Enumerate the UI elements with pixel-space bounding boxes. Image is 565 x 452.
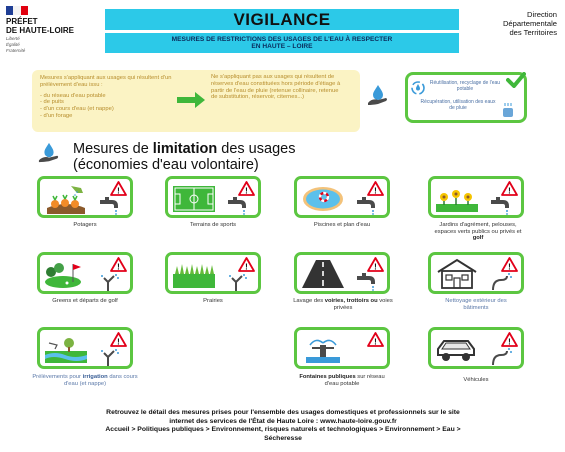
water-tap-icon [98, 196, 122, 216]
car-icon [434, 333, 480, 365]
card-label-line2: bâtiments [463, 304, 489, 311]
card-label-text: voies privées [333, 298, 393, 311]
section-title-bold: limitation [152, 141, 218, 157]
svg-text:!: ! [508, 186, 511, 196]
card-label: Greens et départs de golf [52, 298, 118, 304]
svg-text:!: ! [508, 337, 511, 347]
warning-icon [238, 181, 255, 196]
card-label-bold: voiries, trottoirs ou [324, 298, 378, 304]
card-label [432, 222, 524, 242]
flower-garden-icon [434, 182, 480, 214]
public-fountain-icon [300, 333, 346, 365]
reuse-text-recycling: Réutilisation, recyclage de l'eau potable [429, 80, 501, 92]
hose-icon [489, 272, 513, 292]
footer-path-end: Sécheresse [264, 434, 302, 442]
warning-icon [110, 181, 127, 196]
card-vehicules [428, 327, 524, 369]
meadow-icon [171, 258, 217, 290]
card-label: Piscines et plan d'eau [313, 222, 371, 228]
water-tap-icon [226, 196, 250, 216]
footer-path: Accueil > Politiques publiques > Environnement, risques naturels et technologiques > Environnement > Eau > [105, 426, 461, 433]
checkmark-icon [506, 72, 526, 88]
hose-icon [489, 347, 513, 367]
warning-icon [501, 257, 518, 272]
warning-icon [110, 257, 127, 272]
card-label-text: sur réseau d'eau potable [324, 374, 385, 387]
irrigation-icon [43, 333, 89, 365]
svg-text:!: ! [117, 262, 120, 272]
svg-text:!: ! [374, 262, 377, 272]
prefet-line2: DE HAUTE-LOIRE [6, 26, 74, 35]
footer-breadcrumb [18, 426, 548, 443]
svg-text:!: ! [117, 186, 120, 196]
water-tap-icon [355, 272, 379, 292]
green-arrow-icon [175, 90, 207, 110]
subtitle-line1: MESURES DE RESTRICTIONS DES USAGES DE L'EAU À RESPECTER [171, 35, 393, 43]
card-label: Prairies [203, 298, 223, 304]
scope-item: - de puits [40, 99, 64, 106]
card-voiries [294, 252, 390, 294]
card-irrigation [37, 327, 133, 369]
svg-text:!: ! [245, 262, 248, 272]
warning-icon [238, 257, 255, 272]
swimming-pool-icon [300, 182, 346, 214]
prefet-line1: PRÉFET [6, 17, 38, 26]
sports-field-icon [171, 182, 217, 214]
card-label-line1: Nettoyage extérieur des [445, 298, 507, 304]
section-title [73, 141, 453, 173]
card-label: Terrains de sports [189, 222, 237, 228]
card-label-bold: golf [472, 235, 484, 242]
section-title-line2: (économies d'eau volontaire) [73, 157, 259, 173]
card-label-text: Lavage des [293, 298, 325, 304]
warning-icon [110, 332, 127, 347]
card-potagers [37, 176, 133, 218]
subtitle-banner [105, 33, 459, 53]
card-jardins [428, 176, 524, 218]
sprinkler-icon [226, 272, 250, 292]
page-subtitle [172, 36, 393, 51]
ddt-block [467, 10, 557, 37]
sprinkler-icon [98, 347, 122, 367]
scope-intro: Mesures s'appliquant aux usages qui résultent d'un prélèvement d'eau issu : [40, 75, 172, 88]
warning-icon [367, 181, 384, 196]
card-label-bold: irrigation [82, 374, 108, 380]
warning-icon [501, 332, 518, 347]
page-title: VIGILANCE [233, 9, 331, 29]
card-label-text: Prélèvements pour [32, 374, 83, 380]
scope-item: - du réseau d'eau potable [40, 92, 106, 99]
card-piscines [294, 176, 390, 218]
svg-text:!: ! [374, 337, 377, 347]
card-greens [37, 252, 133, 294]
warning-icon [367, 257, 384, 272]
card-label-bold: Fontaines publiques [299, 374, 356, 380]
water-tap-icon [355, 196, 379, 216]
scope-applies [40, 75, 190, 120]
motto-liberte: Liberté [6, 36, 20, 41]
ddt-line1: Direction [527, 10, 557, 19]
svg-text:!: ! [245, 186, 248, 196]
card-label [292, 298, 394, 311]
prefecture-logo [6, 6, 76, 53]
warning-icon [367, 332, 384, 347]
water-tap-icon [489, 196, 513, 216]
card-batiments [428, 252, 524, 294]
french-flag-icon [6, 6, 28, 15]
card-fontaines [294, 327, 390, 369]
card-label [428, 298, 524, 311]
ddt-line2: Départementale [502, 19, 557, 28]
card-prairies [165, 252, 261, 294]
card-label [294, 374, 390, 387]
card-label: Potagers [73, 222, 97, 228]
svg-text:!: ! [117, 337, 120, 347]
reuse-text-rainwater: Récupération, utilisation des eaux de pluie [420, 99, 496, 111]
section-title-suffix: des usages [217, 141, 296, 157]
card-label-text: dans cours d'eau (et nappe) [63, 374, 138, 387]
footer-line1: Retrouvez le détail des mesures prises pour l'ensemble des usages domestiques et professionnels sur le site [106, 409, 460, 416]
footer-website[interactable]: internet des services de l'État de Haute Loire : www.haute-loire.gouv.fr [169, 417, 397, 425]
rain-barrel-icon [500, 102, 516, 118]
subtitle-line2: EN HAUTE – LOIRE [251, 43, 313, 50]
scope-exempt: Ne s'appliquant pas aux usages qui résultent de réserves d'eau constituées hors période d'étiage à partir de l'eau de pluie (retenue collinaire, retenue de substitution, réservoir, citernes...) [211, 74, 341, 101]
vigilance-banner [105, 9, 459, 30]
recycle-water-icon [410, 80, 426, 96]
card-label-text: Jardins d'agrément, pelouses, espaces verts publics ou privés et [434, 222, 522, 235]
vegetable-garden-icon [43, 182, 89, 214]
scope-item: - d'un cours d'eau (et nappe) [40, 106, 114, 113]
footer-info [18, 409, 548, 426]
road-icon [300, 258, 346, 290]
hand-water-drop-icon [38, 142, 60, 164]
svg-text:!: ! [374, 186, 377, 196]
sprinkler-icon [98, 272, 122, 292]
warning-icon [501, 181, 518, 196]
house-icon [434, 258, 480, 290]
motto-fraternite: Fraternité [6, 48, 26, 53]
svg-text:!: ! [508, 262, 511, 272]
section-title-prefix: Mesures de [73, 141, 153, 157]
card-label [30, 374, 140, 387]
ddt-line3: des Territoires [509, 28, 557, 37]
hand-water-drop-icon [366, 83, 390, 107]
scope-item: - d'un forage [40, 112, 73, 119]
card-terrains-de-sports [165, 176, 261, 218]
motto-egalite: Égalité [6, 42, 20, 47]
card-label: Véhicules [463, 377, 489, 383]
golf-green-icon [43, 258, 89, 290]
